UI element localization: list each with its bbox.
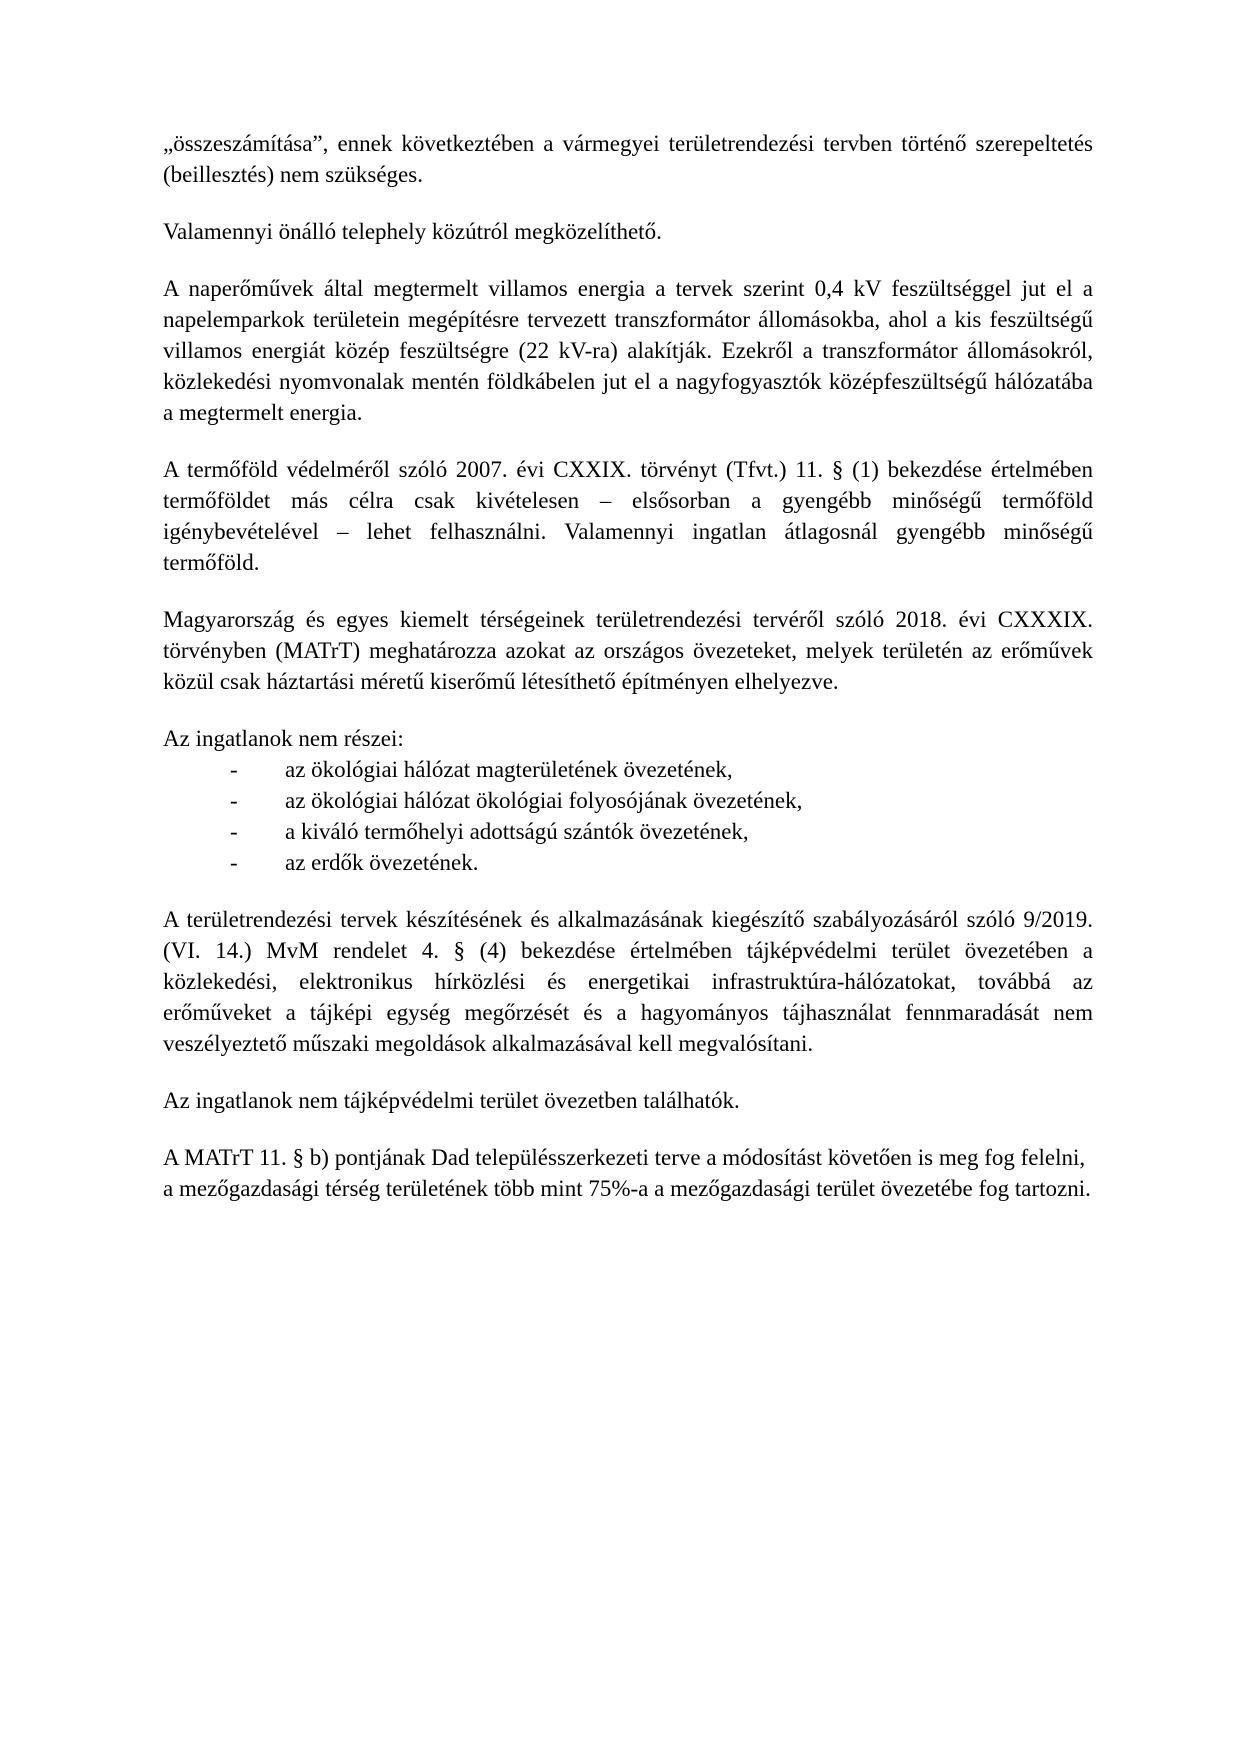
paragraph-teruletrendezesi-mvm: A területrendezési tervek készítésének és alkalmazásának kiegészítő szabályozásáról szóló 9/2019. (VI. 14.) MvM rendelet 4. § (4) bekezdése értelmében tájképvédelmi terület övezetében a közlekedési, elektronikus hírközlési és energetikai infrastruktúra-hálózatokat, továbbá az erőműveket a tájképi egység megőrzését és a hagyományos tájhasználat fennmaradását nem veszélyeztető műszaki megoldások alkalmazásával kell megvalósítani. — [163, 907, 1093, 1056]
list-item-text: a kiváló termőhelyi adottságú szántók övezetének, — [285, 819, 749, 844]
list-item-text: az ökológiai hálózat ökológiai folyosójának övezetének, — [285, 788, 803, 813]
paragraph-tajkepvedelmi: Az ingatlanok nem tájképvédelmi terület övezetben találhatók. — [163, 1088, 740, 1113]
list-item-text: az ökológiai hálózat magterületének övezetének, — [285, 757, 733, 782]
list-item — [163, 816, 1093, 847]
paragraph-termofold-vedelem: A termőföld védelméről szóló 2007. évi CXXIX. törvényt (Tfvt.) 11. § (1) bekezdése értelmében termőföldet más célra csak kivételesen – elsősorban a gyengébb minőségű termőföld igénybevételével – lehet felhasználni. Valamennyi ingatlan átlagosnál gyengébb minőségű termőföld. — [163, 457, 1093, 575]
exclusion-list — [163, 723, 1093, 878]
bullet-marker: - — [230, 788, 238, 813]
paragraph-osszeszamitasa: „összeszámítása”, ennek következtében a vármegyei területrendezési tervben történő szerepeltetés (beillesztés) nem szükséges. — [163, 131, 1093, 187]
list-item — [163, 847, 1093, 878]
list-item-text: az erdők övezetének. — [285, 850, 479, 875]
bullet-marker: - — [230, 819, 238, 844]
paragraph-matrt-2018: Magyarország és egyes kiemelt térségeinek területrendezési tervéről szóló 2018. évi CXXXIX. törvényben (MATrT) meghatározza azokat az országos övezeteket, melyek területén az erőművek közül csak háztartási méretű kiserőmű létesíthető építményen elhelyezve. — [163, 607, 1093, 694]
bullet-marker: - — [230, 757, 238, 782]
bullet-marker: - — [230, 850, 238, 875]
list-intro: Az ingatlanok nem részei: — [163, 726, 404, 751]
list-item — [163, 754, 1093, 785]
list-item — [163, 785, 1093, 816]
paragraph-telephely: Valamennyi önálló telephely közútról megközelíthető. — [163, 219, 662, 244]
paragraph-napero-muvek: A naperőművek által megtermelt villamos energia a tervek szerint 0,4 kV feszültséggel jut el a napelemparkok területein megépítésre tervezett transzformátor állomásokba, ahol a kis feszültségű villamos energiát közép feszültségre (22 kV-ra) alakítják. Ezekről a transzformátor állomásokról, közlekedési nyomvonalak mentén földkábelen jut el a nagyfogyasztók középfeszültségű hálózatába a megtermelt energia. — [163, 276, 1093, 425]
paragraph-matrt-11b: A MATrT 11. § b) pontjának Dad településszerkezeti terve a módosítást követően is meg fog felelni, a mezőgazdasági térség területének több mint 75%-a a mezőgazdasági terület övezetébe fog tartozni. — [163, 1145, 1091, 1201]
